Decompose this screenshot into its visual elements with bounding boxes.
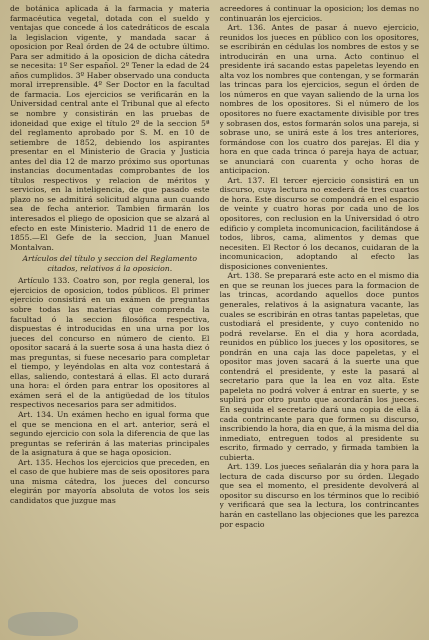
right-column bbox=[220, 4, 420, 640]
section-heading: Artículos del título y seccion del Reglamento citados, relativos á la oposicion. bbox=[22, 254, 198, 273]
left-column bbox=[10, 4, 210, 640]
paragraph: Art. 135. Hechos los ejercicios que preceden, en el caso de que hubiere mas de seis opositores para una misma cátedra, los jueces del concurso elegirán por mayoría absoluta de votos los seis candidatos que juzgue mas bbox=[10, 457, 210, 505]
paragraph: Art. 134. Un exámen hecho en igual forma que el que se menciona en el art. anterior, será el segundo ejercicio con sola la diferencia de que las preguntas se referirán á las materias principales de la asignatura á que se haga oposicion. bbox=[10, 409, 210, 458]
paragraph: Art. 138. Se preparará este acto en el mismo dia en que se reunan los jueces para la formacion de las trincas, acordando aquellos doce puntos generales, relativos á la asignatura vacante, las cuales se escribirán en otras tantas papeletas, que custodiará el presidente, y cuyo contenido no podrá revelarse. En el dia y hora acordada, reunidos en público los jueces y los opositores, se pondrán en una caja las doce papeletas, y el opositor mas joven sacará á la suerte una que contendrá el presidente, y este la pasará al secretario para que la lea en voz alta. Este papeleta no podrá volver á entrar en suerte, y se suplirá por otro punto que acordarán los jueces. En seguida el secretario dará una copia de ella á cada contrincante para que formen su discurso, inscribiendo la hora, dia en que, á la misma del dia inmediato, entreguen todos al presidente su escrito, firmado y cerrado, y firmada tambien la cubierta. bbox=[219, 271, 419, 462]
text-columns bbox=[10, 4, 419, 640]
paragraph: Art. 137. El tercer ejercicio consistirá en un discurso, cuya lectura no exederá de tres cuartos de hora. Este discurso se compondrá en el espacio de veinte y cuatro horas por cada uno de los opositores, con reclusion en la Universidad ó otro edificio y completa incomunicacion, facilitándose á todos, libros, cama, alimentos y demas que necesiten. El Rector ó los decanos, cuidaran de la incomunicacion, adoptando al efecto las disposiciones convenientes. bbox=[219, 175, 419, 271]
paragraph: Art. 136. Antes de pasar á nuevo ejercicio, reunidos los jueces en público con los opositores, se escribirán en cédulas los nombres de estos y se introducirán en una urna. Acto continuo el presidente irá sacando estas papeletas leyendo en alta voz los nombres que contengan, y se formarán las trincas para los ejercicios, segun el órden de los números en que vayan saliendo de la urna los nombres de los opositores. Si el número de los opositores no fuere exactamente divisible por tres y sobrasen dos, estos formarán solos una pareja, si sobrase uno, se unirá este á los tres anteriores, formándose con los cuatro dos parejas. El dia y hora en que cada trinca ó pareja haya de actuar, se anunciará con cuarenta y ocho horas de anticipacion. bbox=[219, 23, 419, 176]
paragraph: Art. 139. Los jueces señalarán dia y hora para la lectura de cada discurso por su órden. Llegado que sea el momento, el presidente devolverá al opositor su discurso en los términos que lo recibió y verificará que sea la lectura, los contrincantes harán en castellano las objeciones que les parezca por espacio bbox=[219, 462, 419, 529]
paragraph: acreedores á continuar la oposicion; los demas no continuarán los ejercicios. bbox=[219, 4, 419, 23]
paragraph: Artículo 133. Coatro son, por regla general, los ejercicios de oposicion, todos públicos. El primer ejercicio consistirá en un exámen de preguntas sobre todas las materias que comprenda la facultad ó la seccion filosófica respectiva, dispuestas é introducidas en una urna por los jueces del concurso en número de ciento. El opositor sacará á la suerte sosa á una hasta diez ó mas preguntas, si fuese necesario para completar el tiempo, y leyéndolas en alta voz contestará á ellas, saliendo, contestará á ellas. El acto durará una hora: el órden para entrar los opositores al exámen será el de la antigüedad de los títulos respectivos necesarios para ser admitidos. bbox=[10, 276, 210, 410]
paragraph: de botánica aplicada á la farmacia y materia farmacéutica vegetal, dotada con el sueldo y ventajas que concede á los catedráticos de escala la legislacion vigente, y mandada sacar á oposicion por Real órden de 24 de octubre último. Para ser admitido á la oposicion de dicha cátedra se necesita: 1º Ser español. 2º Tener la edad de 24 años cumplidos. 3º Haber observado una conducta moral irreprensible. 4º Ser Doctor en la facultad de farmacia. Los ejercicios se verificarán en la Universidad central ante el Tribunal que al efecto se nombre y consistirán en las pruebas de idoneidad que exige el título 2º de la seccion 5ª del reglamento aprobado por S. M. en 10 de setiembre de 1852, debiendo los aspirantes presentar en el Ministerio de Gracia y Justicia antes del dia 12 de marzo próximo sus oportunas instancias documentadas comprobantes de los títulos respectivos y relacion de méritos y servicios, en la inteligencia, de que pasado este plazo no se admitirá solicitud alguna aun cuando sea de fecha anterior. Tambien firmarán los interesados el pliego de oposicion que se alzará al efecto en este Ministerio. Madrid 11 de enero de 1855.—El Gefe de la seccion, Juan Manuel Montalvan. bbox=[10, 4, 210, 252]
